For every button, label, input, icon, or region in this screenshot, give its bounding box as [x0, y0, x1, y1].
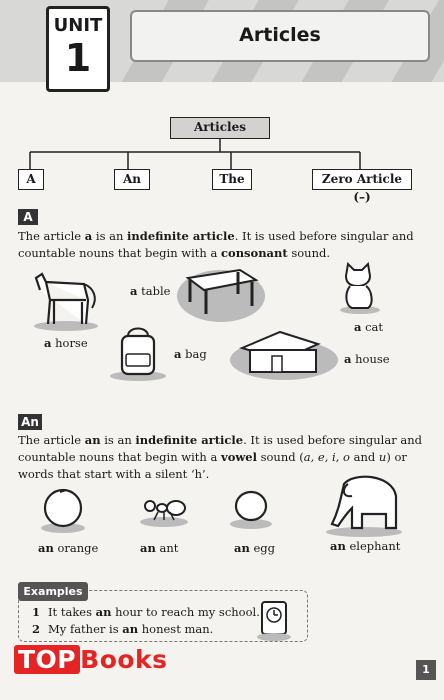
egg-icon	[228, 484, 274, 532]
paragraph-run: . It is used before singular and countable nouns that begin with a	[18, 229, 414, 260]
tree-node-the: The	[212, 169, 252, 190]
unit-number: 1	[64, 36, 92, 80]
section-a-icon: A	[18, 209, 38, 225]
cat-icon	[338, 262, 382, 316]
orange-icon	[38, 484, 88, 534]
caption-ant: an ant	[140, 541, 179, 555]
caption-bag: a bag	[174, 347, 207, 361]
example-item: 1 It takes an hour to reach my school.	[32, 605, 260, 619]
page-number: 1	[416, 660, 436, 680]
ant-icon	[138, 488, 190, 528]
tree-node-zero-article: Zero Article (–)	[312, 169, 412, 190]
paragraph-run: sound.	[287, 246, 330, 260]
paragraph-run: is an	[92, 229, 128, 243]
tree-node-an: An	[114, 169, 150, 190]
tree-root-articles: Articles	[170, 117, 270, 139]
example-item: 2 My father is an honest man.	[32, 622, 214, 636]
paragraph-run: sound (	[256, 450, 304, 464]
tree-node-a: A	[18, 169, 44, 190]
paragraph-run: . It is used before singular and countable nouns that begin with a	[18, 433, 422, 464]
caption-house: a house	[344, 352, 390, 366]
caption-cat: a cat	[354, 320, 384, 334]
paragraph-run: The article	[18, 229, 85, 243]
bag-icon	[108, 322, 170, 382]
caption-horse: a horse	[44, 336, 88, 350]
paragraph-run: consonant	[221, 246, 288, 260]
examples-label: Examples	[18, 582, 88, 601]
paragraph-run: an	[84, 433, 101, 447]
table-icon	[176, 262, 266, 324]
caption-orange: an orange	[38, 541, 99, 555]
paragraph-run: indefinite article	[135, 433, 244, 447]
paragraph-run: vowel	[221, 450, 257, 464]
paragraph-run: a	[84, 229, 93, 243]
paragraph-run: ) or words that start with a silent ‘h’.	[18, 450, 407, 481]
paragraph-run: The article	[18, 433, 85, 447]
house-icon	[228, 322, 338, 380]
page-title: Articles	[239, 24, 321, 46]
topbooks-logo: TOP Books	[14, 645, 168, 674]
paragraph-run: is an	[100, 433, 136, 447]
caption-elephant: an elephant	[330, 539, 401, 553]
paragraph-run: a, e, i, o	[303, 450, 350, 464]
caption-egg: an egg	[234, 541, 275, 555]
paragraph-run: and	[349, 450, 379, 464]
section-a-paragraph	[18, 228, 428, 262]
section-an-icon: An	[18, 414, 42, 430]
unit-label: UNIT	[53, 15, 103, 36]
horse-icon	[28, 262, 104, 332]
paragraph-run: indefinite article	[127, 229, 235, 243]
elephant-icon	[318, 466, 404, 538]
clock-icon	[254, 598, 292, 642]
caption-table: a table	[130, 284, 171, 298]
paragraph-run: u	[378, 450, 387, 464]
